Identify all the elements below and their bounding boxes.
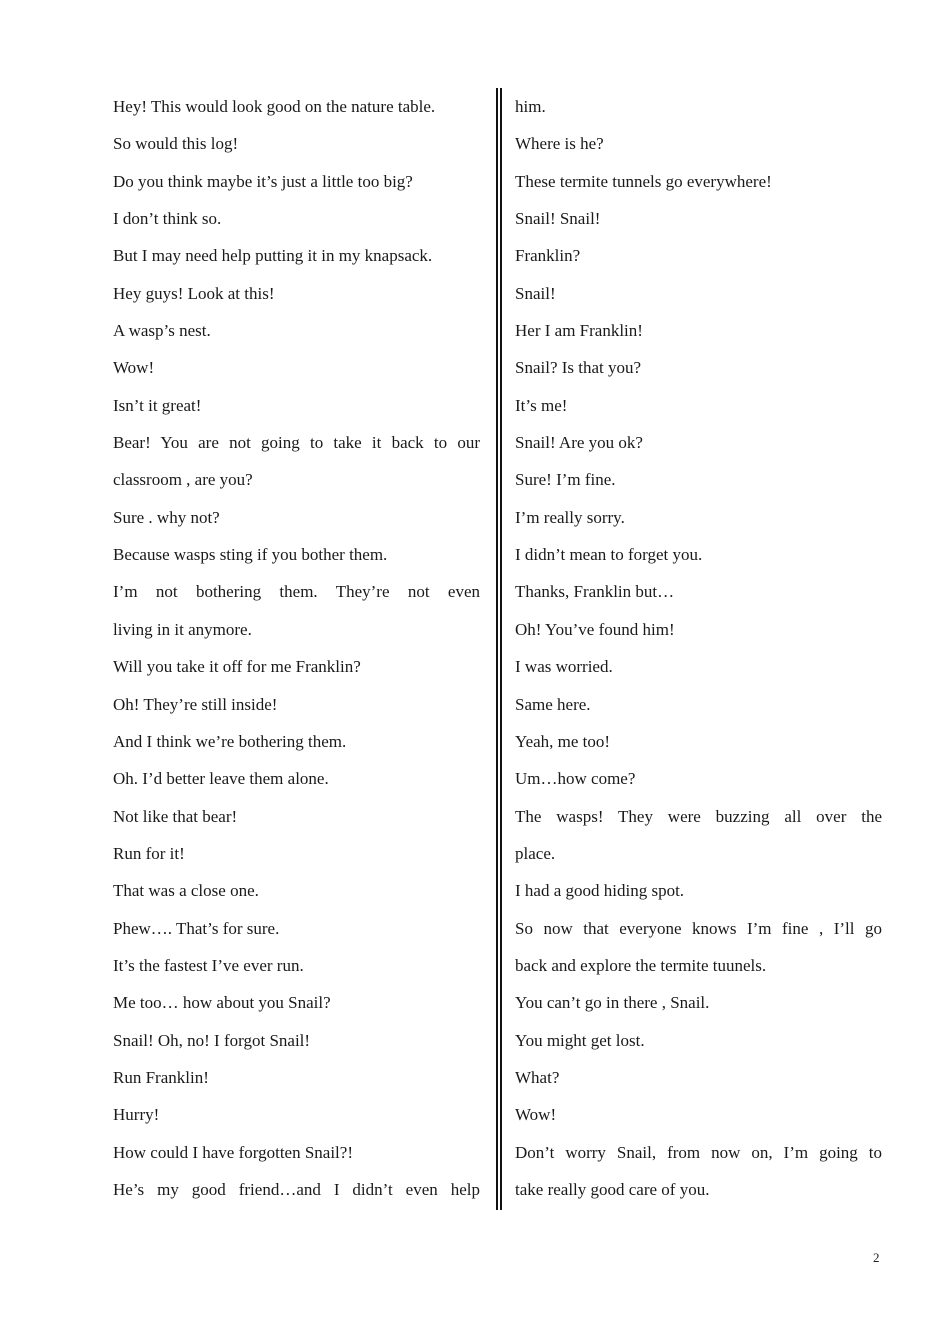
dialogue-line: Isn’t it great! bbox=[113, 395, 202, 415]
dialogue-line: Will you take it off for me Franklin? bbox=[113, 657, 361, 677]
dialogue-line: I was worried. bbox=[515, 657, 613, 677]
dialogue-line: Snail! Are you ok? bbox=[515, 433, 643, 453]
dialogue-line: him. bbox=[515, 97, 546, 116]
dialogue-line: I don’t think so. bbox=[113, 209, 222, 229]
dialogue-line: Um…how come? bbox=[515, 769, 636, 789]
dialogue-line: Hey guys! Look at this! bbox=[113, 283, 275, 303]
column-divider bbox=[496, 88, 498, 1210]
dialogue-line: That was a close one. bbox=[113, 881, 259, 901]
dialogue-line: Her I am Franklin! bbox=[515, 321, 643, 341]
dialogue-line: So would this log! bbox=[113, 134, 239, 154]
dialogue-line: Oh! You’ve found him! bbox=[515, 619, 675, 639]
dialogue-line: Where is he? bbox=[515, 134, 604, 154]
dialogue-line: A wasp’s nest. bbox=[113, 321, 211, 341]
dialogue-line: The wasps! They were buzzing all over the bbox=[515, 806, 882, 826]
dialogue-line: I’m really sorry. bbox=[515, 507, 625, 527]
dialogue-line: Oh. I’d better leave them alone. bbox=[113, 769, 329, 789]
dialogue-line: Don’t worry Snail, from now on, I’m going to bbox=[515, 1142, 882, 1162]
dialogue-line: And I think we’re bothering them. bbox=[113, 731, 347, 751]
dialogue-line: I had a good hiding spot. bbox=[515, 881, 685, 901]
dialogue-line: place. bbox=[515, 843, 556, 863]
dialogue-line: living in it anymore. bbox=[113, 619, 252, 639]
dialogue-line: Sure . why not? bbox=[113, 507, 220, 527]
left-column bbox=[113, 88, 480, 1208]
dialogue-line: Wow! bbox=[515, 1105, 557, 1125]
dialogue-line: Oh! They’re still inside! bbox=[113, 694, 278, 714]
dialogue-line: He’s my good friend…and I didn’t even help bbox=[113, 1179, 480, 1199]
dialogue-line: Same here. bbox=[515, 694, 591, 714]
dialogue-line: But I may need help putting it in my knapsack. bbox=[113, 246, 433, 266]
dialogue-line: Yeah, me too! bbox=[515, 731, 611, 751]
page-number: 2 bbox=[873, 1250, 880, 1265]
dialogue-line: You might get lost. bbox=[515, 1030, 645, 1050]
dialogue-line: Bear! You are not going to take it back to our bbox=[113, 433, 480, 453]
dialogue-line: Because wasps sting if you bother them. bbox=[113, 545, 388, 565]
dialogue-line: Snail! bbox=[515, 283, 556, 303]
dialogue-line: Run Franklin! bbox=[113, 1067, 209, 1087]
dialogue-line: Me too… how about you Snail? bbox=[113, 993, 331, 1013]
dialogue-line: take really good care of you. bbox=[515, 1179, 710, 1199]
dialogue-line: Phew…. That’s for sure. bbox=[113, 918, 280, 938]
dialogue-line: I’m not bothering them. They’re not even bbox=[113, 582, 480, 602]
dialogue-line: classroom , are you? bbox=[113, 470, 253, 490]
dialogue-line: Hurry! bbox=[113, 1105, 160, 1125]
dialogue-line: back and explore the termite tuunels. bbox=[515, 955, 767, 975]
dialogue-line: Thanks, Franklin but… bbox=[515, 582, 675, 602]
dialogue-line: Snail! Snail! bbox=[515, 209, 601, 229]
dialogue-line: It’s the fastest I’ve ever run. bbox=[113, 955, 304, 975]
dialogue-line: Not like that bear! bbox=[113, 806, 238, 826]
dialogue-line: So now that everyone knows I’m fine , I’ll go bbox=[515, 918, 882, 938]
right-column bbox=[515, 88, 882, 1208]
dialogue-line: It’s me! bbox=[515, 395, 568, 415]
dialogue-line: These termite tunnels go everywhere! bbox=[515, 171, 772, 191]
dialogue-line: Wow! bbox=[113, 358, 155, 378]
dialogue-line: How could I have forgotten Snail?! bbox=[113, 1142, 353, 1162]
dialogue-line: Snail? Is that you? bbox=[515, 358, 642, 378]
dialogue-line: Hey! This would look good on the nature table. bbox=[113, 97, 436, 116]
dialogue-line: Do you think maybe it’s just a little too big? bbox=[113, 171, 413, 191]
dialogue-line: Franklin? bbox=[515, 246, 581, 266]
dialogue-line: Sure! I’m fine. bbox=[515, 470, 616, 490]
dialogue-line: I didn’t mean to forget you. bbox=[515, 545, 703, 565]
dialogue-line: What? bbox=[515, 1067, 560, 1087]
dialogue-line: Run for it! bbox=[113, 843, 185, 863]
dialogue-line: You can’t go in there , Snail. bbox=[515, 993, 710, 1013]
dialogue-line: Snail! Oh, no! I forgot Snail! bbox=[113, 1030, 311, 1050]
